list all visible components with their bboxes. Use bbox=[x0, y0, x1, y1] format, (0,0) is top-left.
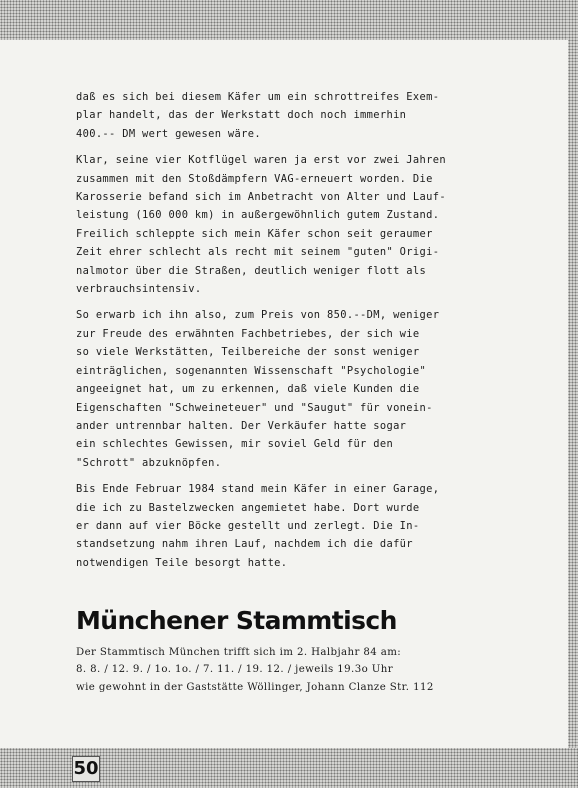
stammtisch-heading: Münchener Stammtisch bbox=[76, 606, 397, 635]
article-paragraph-2: Klar, seine vier Kotflügel waren ja erst vor zwei Jahren zusammen mit den Stoßdämpfern VAG-erneuert worden. Die Karosserie befand sich im Anbetracht von Alter und Lauf- leistung (160 000 km) in außergewöhnlich gutem Zustand. Freilich schleppte sich mein Käfer schon seit geraumer Zeit ehrer schlecht als recht mit seinem "guten" Origi- nalmotor über die Straßen, deutlich weniger flott als verbrauchsintensiv. bbox=[76, 154, 446, 296]
page-number: 50 bbox=[72, 756, 100, 782]
article-paragraph-3: So erwarb ich ihn also, zum Preis von 850.--DM, weniger zur Freude des erwähnten Fachbetriebes, der sich wie so viele Werkstätten, Teilbereiche der sonst weniger einträglichen, sogenannten Wissenschaft "Psychologie" angeeignet hat, um zu erkennen, daß viele Kunden die Eigenschaften "Schweineteuer" und "Saugut" für vonein- ander untrennbar halten. Der Verkäufer hatte sogar ein schlechtes Gewissen, mir soviel Geld für den "Schrott" abzuknöpfen. bbox=[76, 309, 440, 469]
article-paragraph-1: daß es sich bei diesem Käfer um ein schrottreifes Exem- plar handelt, das der Werkstatt doch noch immerhin 400.-- DM wert gewesen wäre. bbox=[76, 91, 440, 140]
halftone-right-border bbox=[568, 0, 578, 788]
article-body bbox=[76, 88, 476, 580]
article-paragraph-4: Bis Ende Februar 1984 stand mein Käfer in einer Garage, die ich zu Bastelzwecken angemietet habe. Dort wurde er dann auf vier Böcke gestellt und zerlegt. Die In- standsetzung nahm ihren Lauf, nachdem ich die dafür notwendigen Teile besorgt hatte. bbox=[76, 483, 440, 569]
halftone-top-border bbox=[0, 0, 578, 40]
stammtisch-text: Der Stammtisch München trifft sich im 2. Halbjahr 84 am: 8. 8. / 12. 9. / 1o. 1o. / 7. 11. / 19. 12. / jeweils 19.3o Uhr wie gewohnt in der Gaststätte Wöllinger, Johann Clanze Str. 112 bbox=[76, 647, 434, 693]
